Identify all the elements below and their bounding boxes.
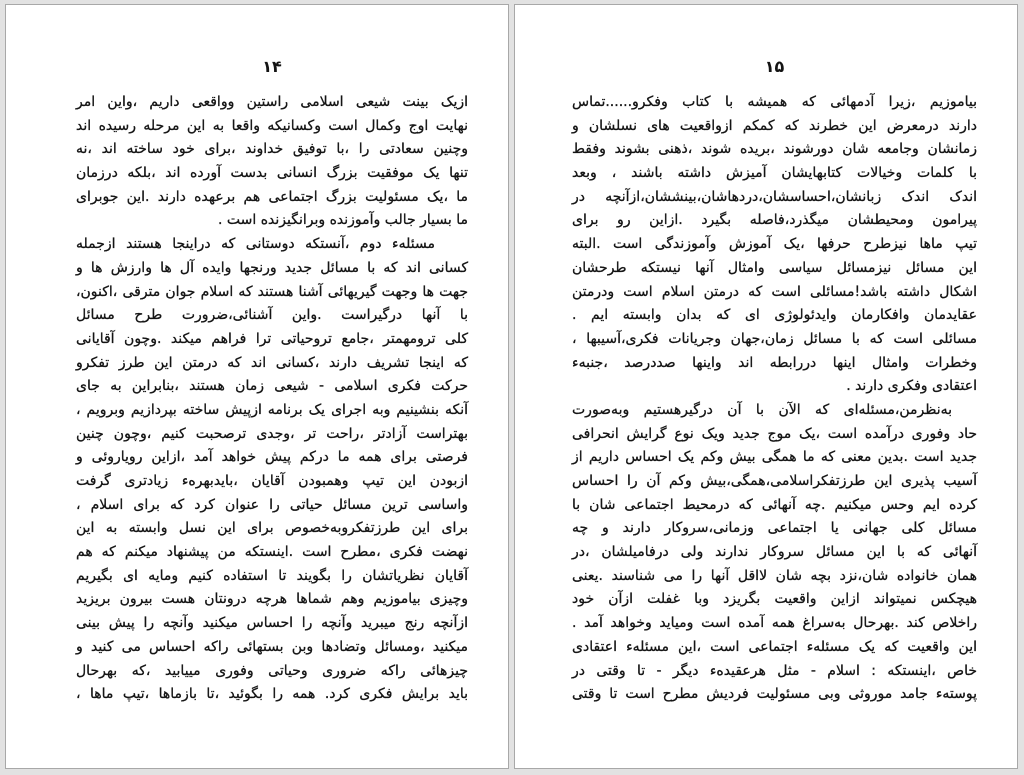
text-line: کسانی اند که با مسائل جدید ورنجها وایده آل ها وارزش ها و [76, 259, 468, 276]
text-line: وچیزی بیاموزیم وهم شماها هرچه درونتان هست بیرون بریزید [76, 591, 468, 608]
page-text [76, 91, 468, 707]
page-left [5, 4, 509, 769]
text-line: کرده ایم وحس میکنیم .چه آنهائی که درمحیط اجتماعی شان با [572, 496, 977, 513]
text-line: خاص ،اینستکه : اسلام - مثل هرعقیدهء دیگر - تا وقتی در [572, 662, 977, 679]
text-line: واساسی ترین مسائل حیاتی را عنوان کرد که برای اسلام ، [76, 496, 468, 513]
text-line: حرکت فکری اسلامی - شیعی زمان هستند ،بنابراین به جای [76, 378, 468, 395]
text-line: بیاموزیم ،زیرا آدمهائی که همیشه با کتاب وفکرو......تماس [572, 94, 977, 110]
text-line: وخطرات وامثال اینها دررابطه اند واینها صددرصد ،جنبهء [572, 354, 977, 371]
page-number: ۱۴ [262, 57, 282, 76]
text-line: ازبودن این تیپ وهمبودن آقایان ،بایدبهرهء زیادتری گرفت [76, 473, 468, 489]
text-line: جدید است .بدین معنی که ما همگی بیش وکم یک احساس داریم از [572, 449, 977, 466]
text-line: همان خانواده شان،نزد بچه شان لااقل آنها را می شناسند .یعنی [572, 567, 977, 584]
text-line: پیرامون ومحیطشان میگذرد،فاصله بگیرد .ازاین رو برای [572, 212, 977, 229]
text-line: با کلمات وخیالات کتابهایشان آمیزش داشته باشند ، وبعد [572, 165, 977, 182]
text-line: باید برایش فکری کرد. همه را بگوئید ،تا بازماها ،تیپ ماها ، [76, 686, 468, 703]
text-line: پوستهء جامد موروثی وبی مسئولیت فردیش مطرح است تا وقتی [572, 686, 977, 703]
text-line: ما ،یک مسئولیت بزرگ اجتماعی هم برعهده دارند .این جوبرای [76, 188, 468, 205]
text-line: ازیک بینت شیعی اسلامی راستین وواقعی داریم ،واین امر [76, 94, 468, 110]
text-line: مسئلهء دوم ،آنستکه دوستانی که دراینجا هستند ازجمله [76, 236, 435, 253]
page-number: ۱۵ [764, 57, 785, 76]
text-line: هیچکس نمیتواند ازاین واقعیت بگریزد وبا غفلت ازآن خود [572, 591, 977, 608]
text-line: بهتراست آزادتر ،راحت تر ،وجدی ترصحبت کنیم ،وچون چنین [76, 425, 468, 442]
text-line: آقایان نظریاتشان را بگویند تا استفاده کنیم ومایه ای بگیریم [76, 567, 468, 584]
text-line: آنهائی که با این مسائل سروکار ندارند ولی درفامیلشان ،در [572, 544, 977, 561]
text-line: عقایدمان وافکارمان وایدئولوژی ای که بدان وابسته ایم . [572, 307, 977, 324]
text-line: اعتقادی وفکری دارند . [846, 378, 977, 395]
text-line: با آنها درگیراست .واین آشنائی،ضرورت طرح مسائل [76, 307, 468, 324]
text-line: این مسائل نیزمسائل سیاسی وامثال آنها نیستکه طرحشان [572, 259, 977, 276]
text-line: دارند درمعرض این خطرند که کمکم ازواقعیت های نسلشان و [572, 117, 977, 134]
text-line: این واقعیت که یک مسئلهء اجتماعی است ،این مسئلهء اعتقادی [572, 638, 977, 655]
text-line: مسائل کلی جهانی یا اجتماعی وزمانی،سروکار دارند و چه [572, 520, 977, 537]
text-line: میکنید ،ومسائل وتضادها وبن بستهائی راکه احساس می کنید و [76, 638, 468, 655]
page-text [572, 91, 977, 707]
text-line: به‌نظرمن،مسئله‌ای که الآن با آن درگیرهستیم وبه‌صورت [572, 401, 952, 418]
text-line: نهضت فکری ،مطرح است .اینستکه من پیشنهاد میکنم که هم [76, 544, 468, 561]
text-line: ما بسیار جالب وآموزنده وبرانگیزنده است . [217, 212, 468, 229]
text-line: تنها یک موفقیت بزرگ انسانی بدست آورده اند ،بلکه درزمان [76, 165, 468, 182]
text-line: مسائلی است که با مسائل زمان،جهان وجریانات فکری،آسیبها ، [572, 330, 977, 347]
text-line: حاد وفوری درآمده است ،یک موج جدید ویک نوع گرایش انحرافی [572, 425, 977, 442]
text-line: چیزهائی راکه ضروری وحیاتی وفوری مییابید ،که بهرحال [76, 662, 468, 679]
text-line: اشکال داشته باشد!مسائلی است که درمتن اسلام است ودرمتن [572, 283, 977, 300]
text-line: وچنین سعادتی را ،با توفیق خداوند ،برای خود ساخته اند ،نه [76, 141, 468, 158]
text-line: کلی ترومهمتر ،جامع تروحیاتی ترا فراهم میکند .وچون آقایانی [76, 330, 468, 347]
text-line: ازآنچه رنج میبرید وآنچه را احساس میکنید وآنچه را پیش بینی [76, 615, 468, 632]
text-line: برای این طرزتفکروبه‌خصوص برای این نسل وابسته به این [76, 520, 468, 537]
text-line: راخلاص کند .بهرحال به‌سراغ همه آمده است ومیاید وخواهد آمد . [572, 615, 977, 632]
text-line: تیپ ماها نیزطرح حرفها ،یک آموزش وآموزندگی است .البته [572, 236, 977, 253]
text-line: جهت ها وجهت گیریهائی آشنا هستند که اسلام جوان مترقی ،اکنون، [76, 283, 468, 300]
page-right [514, 4, 1018, 769]
text-line: که اینجا تشریف دارند ،کسانی اند که درمتن این طرز تفکرو [76, 354, 468, 371]
text-line: نهایت اوج وکمال است وکسانیکه واقعا به این مرحله رسیده اند [76, 117, 468, 134]
text-line: زمانشان وجامعه شان دورشوند ،بریده شوند ،ذهنی بشوند وفقط [572, 141, 977, 158]
text-line: اندک اندک زبانشان،احساسشان،دردهاشان،بینششان،ازآنچه در [572, 188, 977, 205]
text-line: آنکه بنشینیم وبه اجرای یک برنامه ازپیش ساخته بپردازیم وبرویم ، [76, 401, 468, 418]
text-line: آسیب پذیری این طرزتفکراسلامی،همگی،بیش وکم آن را احساس [572, 473, 977, 489]
text-line: فرصتی برای همه ما درکم پیش خواهد آمد ،ازاین رویاروئی و [76, 449, 468, 466]
